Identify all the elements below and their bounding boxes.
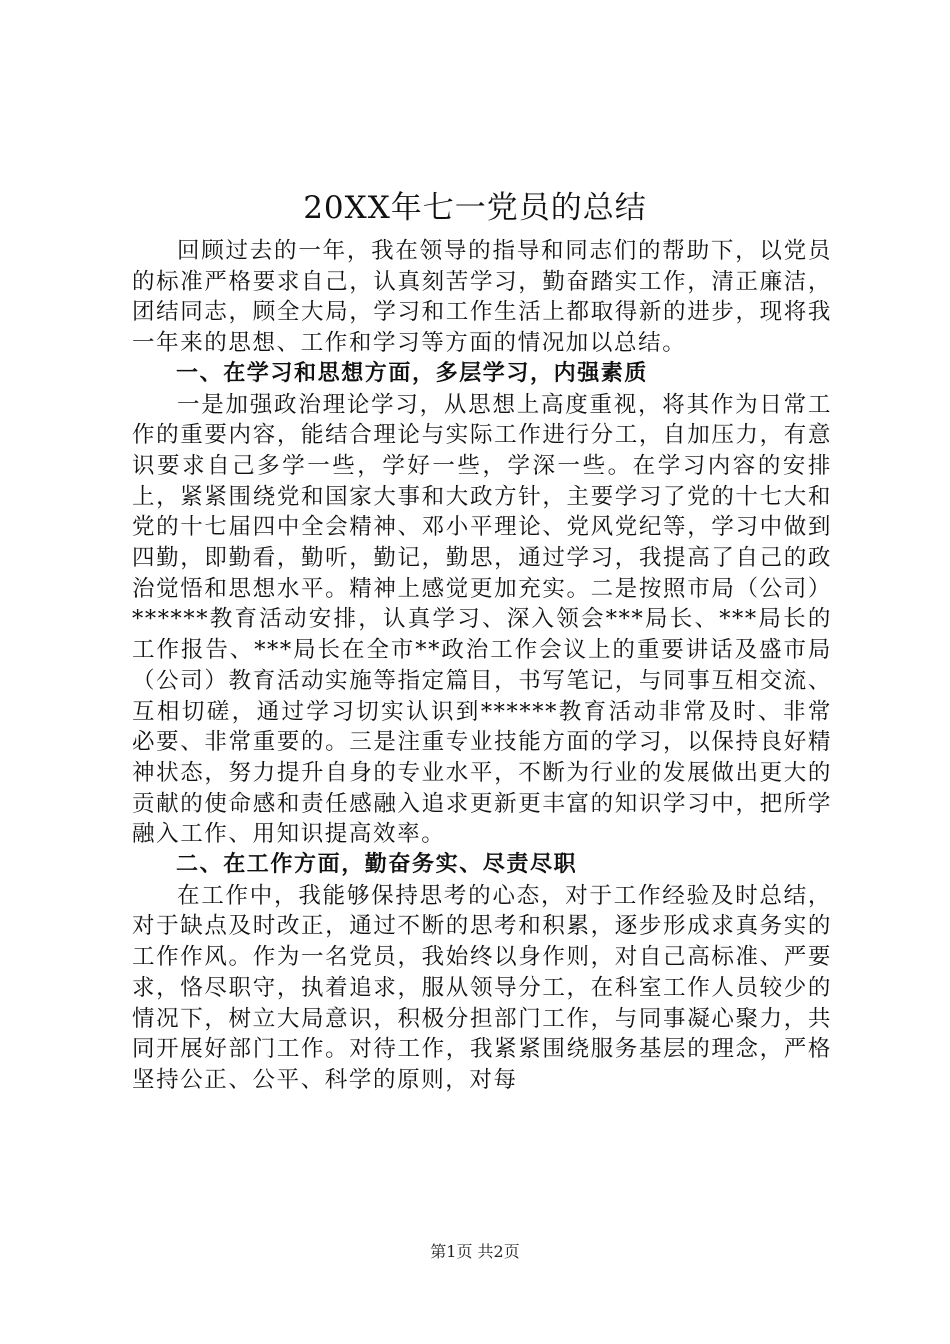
document-title: 20XX年七一党员的总结 — [303, 190, 647, 226]
document-body — [132, 236, 832, 1096]
section-1-heading: 一、在学习和思想方面，多层学习，内强素质 — [176, 360, 649, 386]
page-footer: 第1页 共2页 — [430, 1242, 520, 1261]
section-2-heading: 二、在工作方面，勤奋务实、尽责尽职 — [176, 852, 578, 878]
section-1-paragraph: 一是加强政治理论学习，从思想上高度重视，将其作为日常工作的重要内容，能结合理论与实际工作进行分工，自加压力，有意识要求自己多学一些，学好一些，学深一些。在学习内容的安排上，紧紧围绕党和国家大事和大政方针，主要学习了党的十七大和党的十七届四中全会精神、邓小平理论、党风党纪等，学习中做到四勤，即勤看，勤听，勤记，勤思，通过学习，我提高了自己的政治觉悟和思想水平。精神上感觉更加充实。二是按照市局（公司）******教育活动安排，认真学习、深入领会***局长、***局长的工作报告、***局长在全市**政治工作会议上的重要讲话及盛市局（公司）教育活动实施等指定篇目，书写笔记，与同事互相交流、互相切磋，通过学习切实认识到******教育活动非常及时、非常必要、非常重要的。三是注重专业技能方面的学习，以保持良好精神状态，努力提升自身的专业水平，不断为行业的发展做出更大的贡献的使命感和责任感融入追求更新更丰富的知识学习中，把所学融入工作、用知识提高效率。 — [132, 391, 832, 848]
intro-paragraph: 回顾过去的一年，我在领导的指导和同志们的帮助下，以党员的标准严格要求自己，认真刻苦学习，勤奋踏实工作，清正廉洁，团结同志，顾全大局，学习和工作生活上都取得新的进步，现将我一年来的思想、工作和学习等方面的情况加以总结。 — [132, 238, 832, 357]
section-2-paragraph: 在工作中，我能够保持思考的心态，对于工作经验及时总结，对于缺点及时改正，通过不断的思考和积累，逐步形成求真务实的工作作风。作为一名党员，我始终以身作则，对自己高标准、严要求，恪尽职守，执着追求，服从领导分工，在科室工作人员较少的情况下，树立大局意识，积极分担部门工作，与同事凝心聚力，共同开展好部门工作。对待工作，我紧紧围绕服务基层的理念，严格坚持公正、公平、科学的原则，对每 — [132, 882, 832, 1093]
